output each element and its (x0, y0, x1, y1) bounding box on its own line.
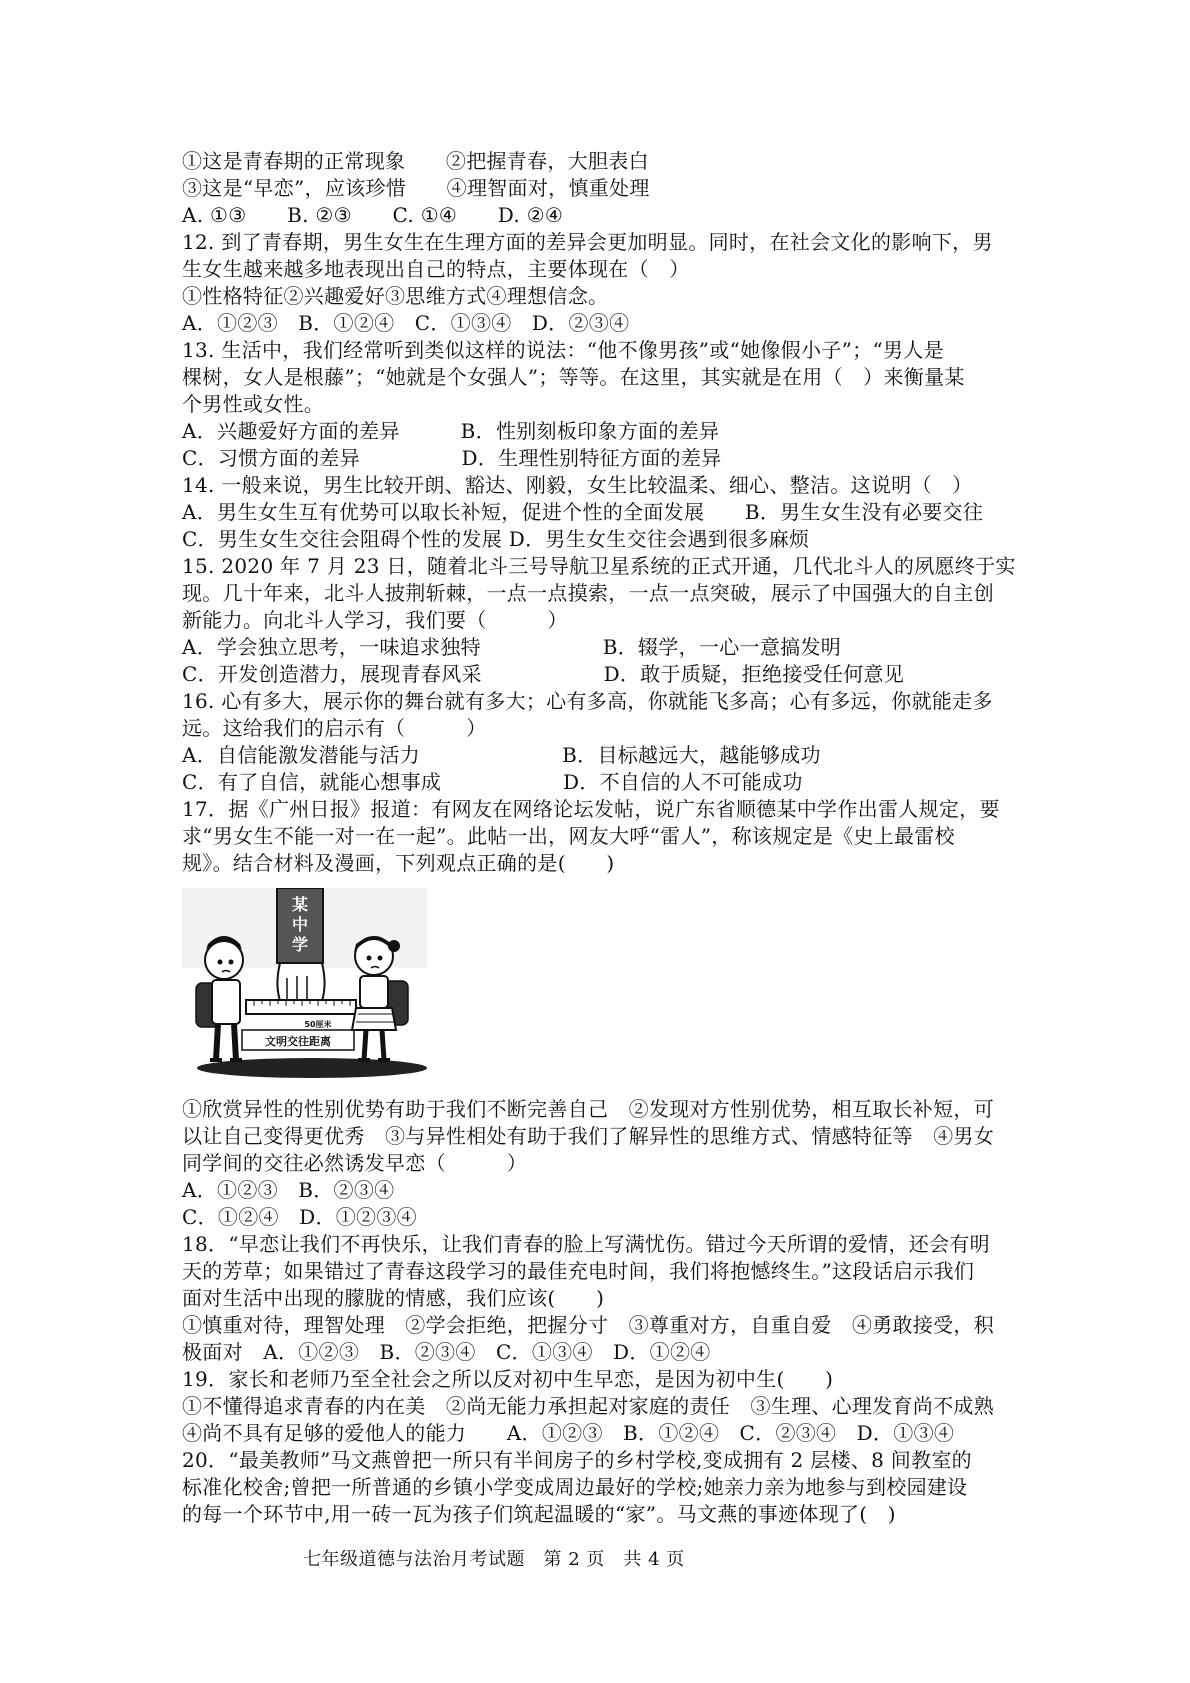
text-line: 求“男女生不能一对一在一起”。此帖一出，网友大呼“雷人”，称该规定是《史上最雷校 (182, 824, 955, 848)
text-line: A. ①③ B. ②③ C. ①④ D. ②④ (182, 203, 564, 227)
sign-char-3: 学 (291, 935, 309, 954)
text-line: ④尚不具有足够的爱他人的能力 A．①②③ B．①②④ C．②③④ D．①③④ (182, 1421, 955, 1445)
text-line: A．①②③ B．①②④ C．①③④ D．②③④ (182, 311, 630, 335)
text-line: 13. 生活中，我们经常听到类似这样的说法：“他不像男孩”或“她像假小子”；“男人是 (182, 338, 944, 362)
text-line: A．学会独立思考，一味追求独特 B．辍学，一心一意搞发明 (182, 635, 842, 659)
caption-label: 文明交往距离 (265, 1035, 331, 1048)
text-line: 12. 到了青春期，男生女生在生理方面的差异会更加明显。同时，在社会文化的影响下，男 (182, 230, 993, 254)
text-line: 18．“早恋让我们不再快乐，让我们青春的脸上写满忧伤。错过今天所谓的爱情，还会有明 (182, 1232, 990, 1256)
text-line: ①不懂得追求青春的内在美 ②尚无能力承担起对家庭的责任 ③生理、心理发育尚不成熟 (182, 1394, 994, 1418)
text-line: A．男生女生互有优势可以取长补短，促进个性的全面发展 B．男生女生没有必要交往 (182, 500, 984, 524)
text-line: 棵树，女人是根藤”；“她就是个女强人”；等等。在这里，其实就是在用（ ）来衡量某 (182, 365, 965, 389)
text-line: A．兴趣爱好方面的差异 B．性别刻板印象方面的差异 (182, 419, 720, 443)
text-line: 标准化校舍;曾把一所普通的乡镇小学变成周边最好的学校;她亲力亲为地参与到校园建设 (182, 1475, 968, 1499)
text-line: ①慎重对待，理智处理 ②学会拒绝，把握分寸 ③尊重对方，自重自爱 ④勇敢接受，积 (182, 1313, 994, 1337)
text-line: 17．据《广州日报》报道：有网友在网络论坛发帖，说广东省顺德某中学作出雷人规定，要 (182, 797, 1000, 821)
cartoon-drawing (182, 888, 427, 1078)
text-line: 现。几十年来，北斗人披荆斩棘，一点一点摸索，一点一点突破，展示了中国强大的自主创 (182, 581, 994, 605)
text-line: 规》。结合材料及漫画，下列观点正确的是( ) (182, 851, 615, 875)
sign-char-2: 中 (291, 915, 309, 934)
text-line: 远。这给我们的启示有（ ） (182, 716, 487, 740)
text-line: 20．“最美教师”马文燕曾把一所只有半间房子的乡村学校,变成拥有 2 层楼、8 间教室的 (182, 1448, 972, 1472)
text-line: A．①②③ B．②③④ (182, 1178, 395, 1202)
text-line: ①性格特征②兴趣爱好③思维方式④理想信念。 (182, 284, 609, 308)
sign-char-1: 某 (291, 895, 309, 914)
cartoon-illustration (182, 888, 427, 1078)
text-line: C．习惯方面的差异 D．生理性别特征方面的差异 (182, 446, 722, 470)
text-line: 极面对 A．①②③ B．②③④ C．①③④ D．①②④ (182, 1340, 711, 1364)
page-footer: 七年级道德与法治月考试题 第 2 页 共 4 页 (303, 1549, 685, 1570)
ruler-label: 50厘米 (304, 1020, 332, 1029)
text-line: 面对生活中出现的朦胧的情感，我们应该( ) (182, 1286, 605, 1310)
text-line: 19．家长和老师乃至全社会之所以反对初中生早恋，是因为初中生( ) (182, 1367, 834, 1391)
text-line: 同学间的交往必然诱发早恋（ ） (182, 1151, 528, 1175)
text-line: ①这是青春期的正常现象 ②把握青春，大胆表白 (182, 149, 649, 173)
questions-11-17 (182, 148, 1020, 877)
text-line: 个男性或女性。 (182, 392, 325, 416)
text-line: 16. 心有多大，展示你的舞台就有多大；心有多高，你就能飞多高；心有多远，你就能走多 (182, 689, 993, 713)
text-line: C．有了自信，就能心想事成 D．不自信的人不可能成功 (182, 770, 803, 794)
text-line: ③这是“早恋”，应该珍惜 ④理智面对，慎重处理 (182, 176, 650, 200)
text-line: ①欣赏异性的性别优势有助于我们不断完善自己 ②发现对方性别优势，相互取长补短，可 (182, 1097, 994, 1121)
text-line: 14. 一般来说，男生比较开朗、豁达、刚毅，女生比较温柔、细心、整洁。这说明（ ） (182, 473, 973, 497)
questions-17-20 (182, 1096, 1020, 1528)
text-line: 新能力。向北斗人学习，我们要（ ） (182, 608, 568, 632)
text-line: A．自信能激发潜能与活力 B．目标越远大，越能够成功 (182, 743, 821, 767)
text-line: C．①②④ D．①②③④ (182, 1205, 417, 1229)
text-line: 的每一个环节中,用一砖一瓦为孩子们筑起温暖的“家”。马文燕的事迹体现了( ) (182, 1502, 896, 1526)
text-line: 天的芳草；如果错过了青春这段学习的最佳充电时间，我们将抱憾终生。”这段话启示我们 (182, 1259, 975, 1283)
text-line: C．男生女生交往会阻碍个性的发展 D．男生女生交往会遇到很多麻烦 (182, 527, 810, 551)
text-line: 以让自己变得更优秀 ③与异性相处有助于我们了解异性的思维方式、情感特征等 ④男女 (182, 1124, 994, 1148)
text-line: C．开发创造潜力，展现青春风采 D．敢于质疑，拒绝接受任何意见 (182, 662, 905, 686)
text-line: 15. 2020 年 7 月 23 日，随着北斗三号导航卫星系统的正式开通，几代北斗人的夙愿终于实 (182, 554, 1016, 578)
text-line: 生女生越来越多地表现出自己的特点，主要体现在（ ） (182, 257, 690, 281)
